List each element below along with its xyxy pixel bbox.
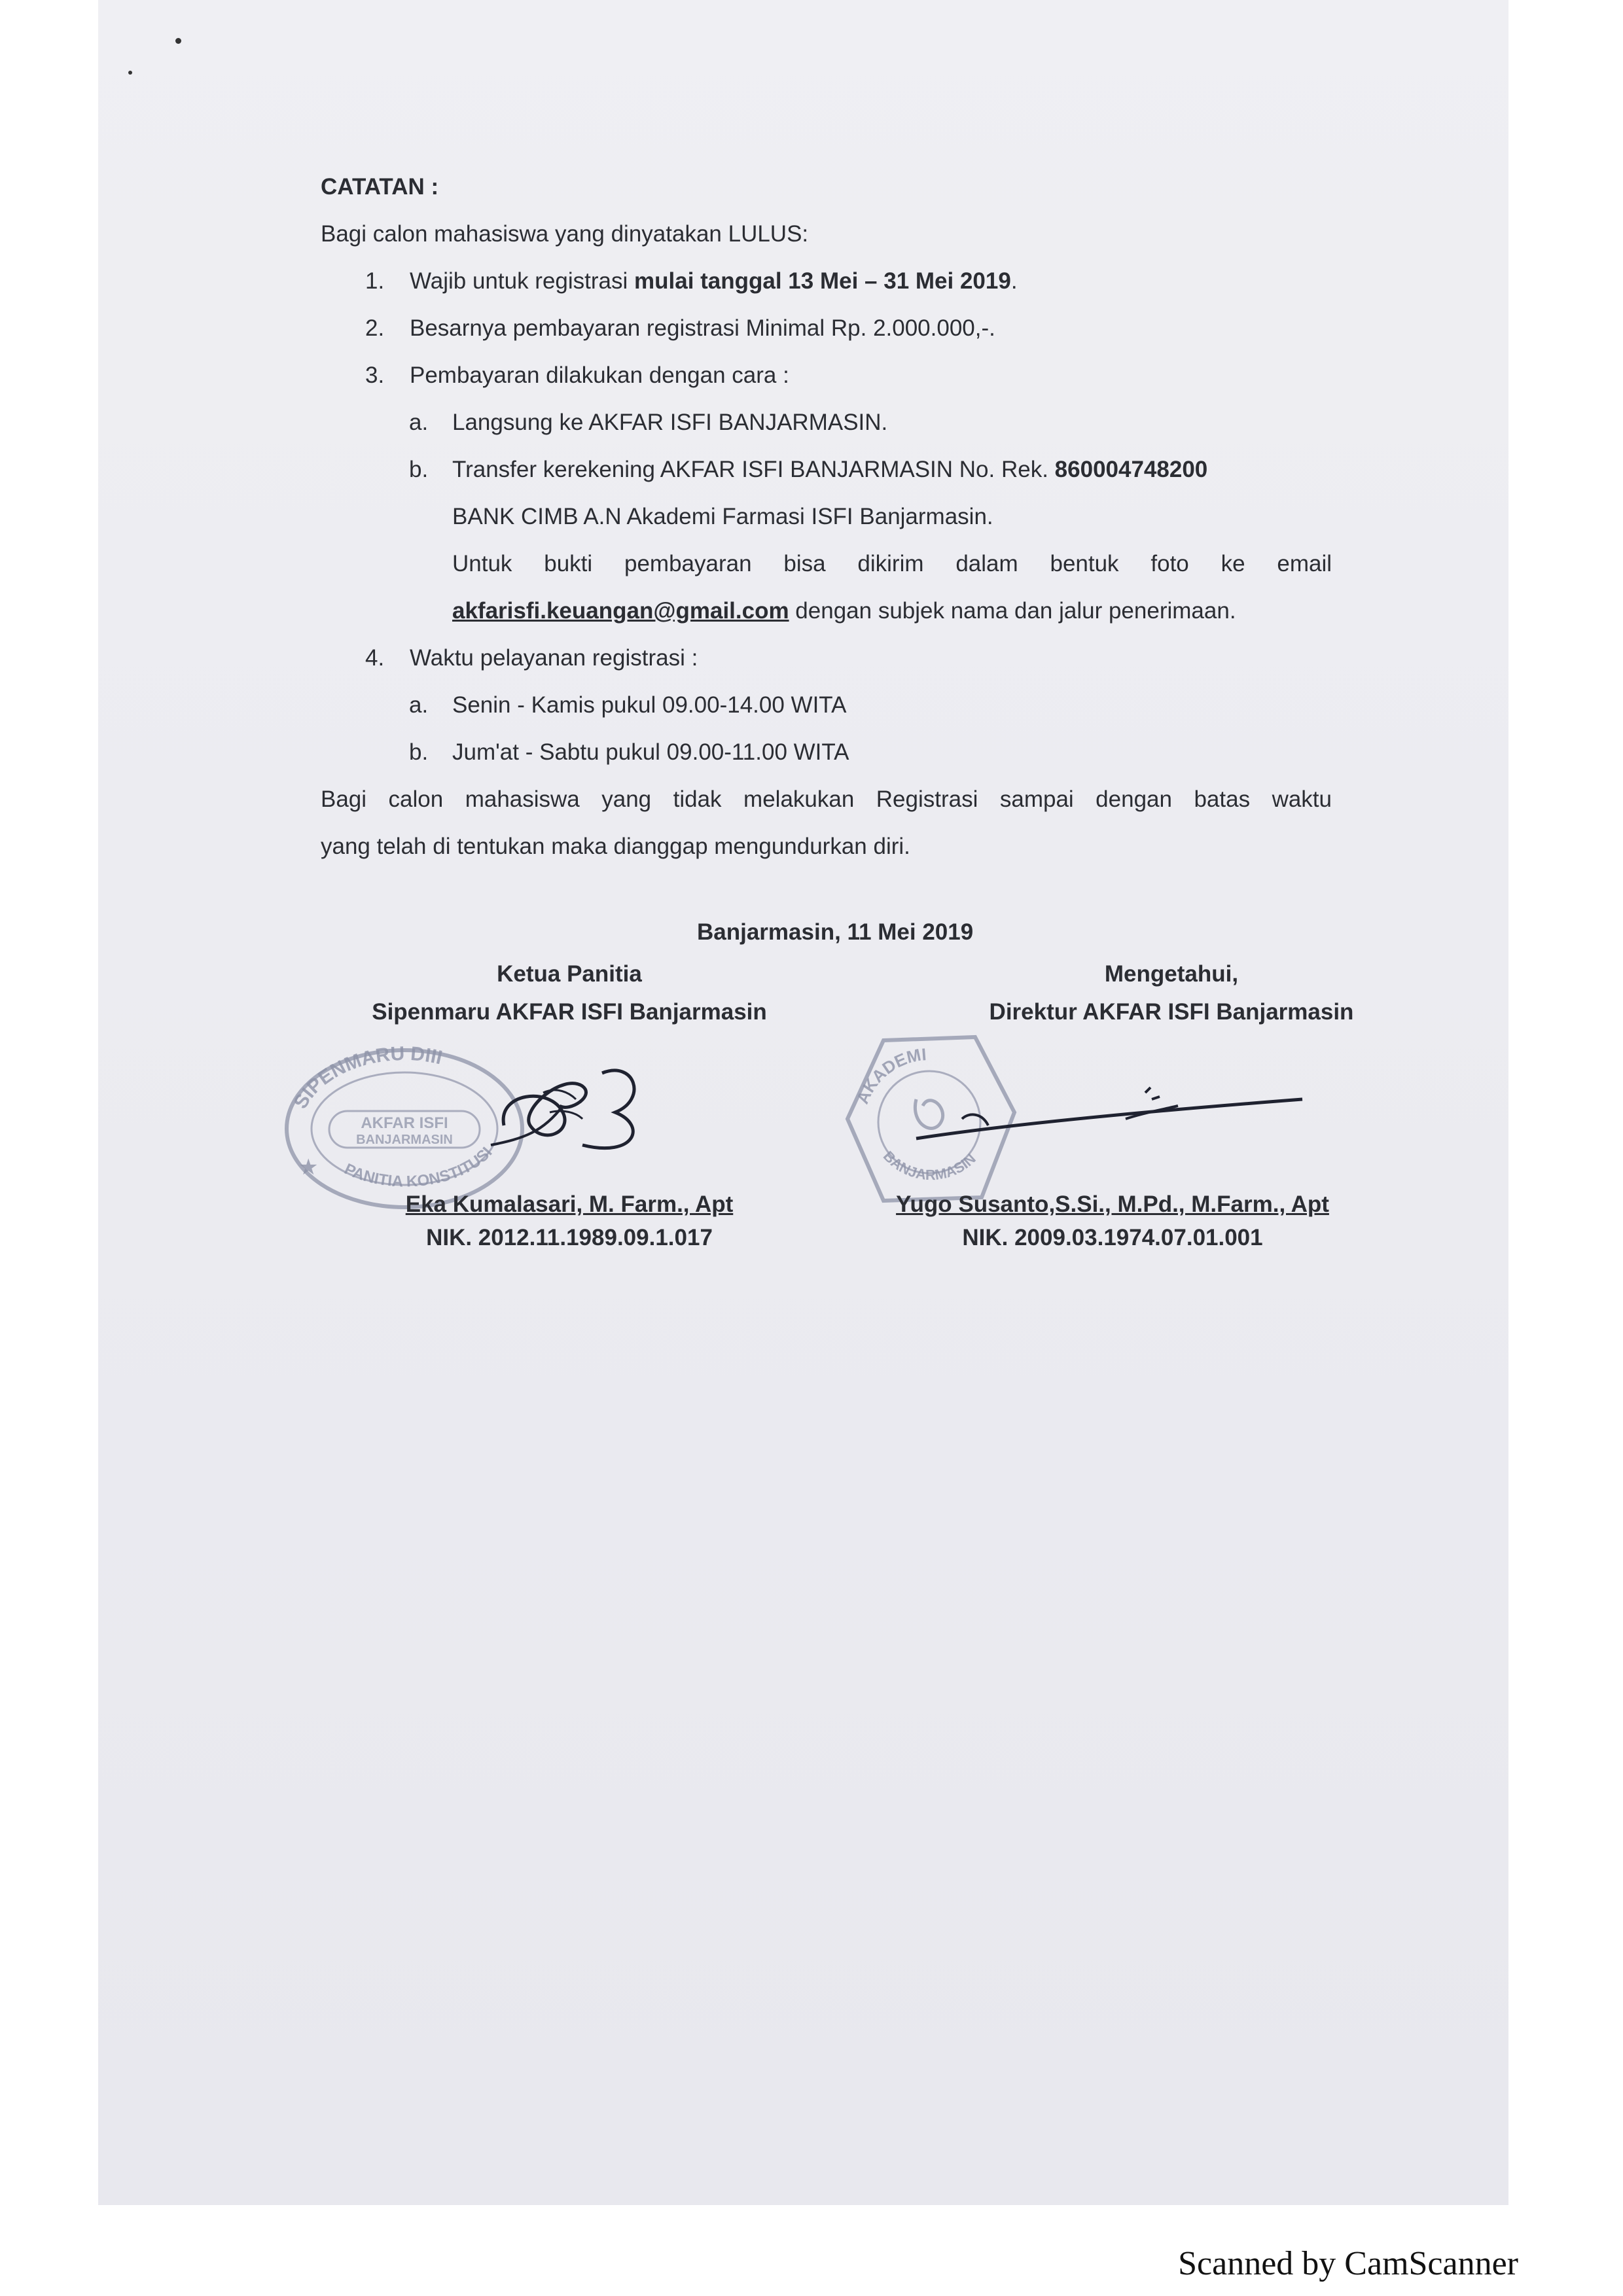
left-signer-nik: NIK. 2012.11.1989.09.1.017 (426, 1225, 713, 1250)
service-hours-b: b. Jum'at - Sabtu pukul 09.00-11.00 WITA (409, 739, 849, 765)
scan-speck (128, 71, 132, 75)
right-org: Direktur AKFAR ISFI Banjarmasin (989, 999, 1354, 1025)
list-item-4: 4. Waktu pelayanan registrasi : (365, 645, 698, 671)
right-signer (838, 1186, 1387, 1252)
svg-text:PANITIA KONSTITUSI (342, 1144, 496, 1191)
payment-proof-line: Untuk bukti pembayaran bisa dikirim dalam bentuk foto ke email (452, 551, 1332, 576)
stamp-bottom-text: BANJARMASIN (880, 1148, 979, 1184)
right-signer-nik: NIK. 2009.03.1974.07.01.001 (962, 1225, 1263, 1250)
right-role: Mengetahui, (1104, 961, 1239, 987)
payment-option-b: b. Transfer kerekening AKFAR ISFI BANJARMASIN No. Rek. 860004748200 (409, 457, 1208, 482)
payment-option-a: a. Langsung ke AKFAR ISFI BANJARMASIN. (409, 410, 888, 435)
stamp-top-text: AKADEMI (852, 1044, 927, 1107)
list-item-2: 2. Besarnya pembayaran registrasi Minimal Rp. 2.000.000,-. (365, 315, 995, 341)
service-hours-a: a. Senin - Kamis pukul 09.00-14.00 WITA (409, 692, 847, 718)
left-role: Ketua Panitia (497, 961, 642, 987)
payment-email-line: akfarisfi.keuangan@gmail.com dengan subjek nama dan jalur penerimaan. (452, 598, 1236, 624)
right-signature-block (877, 955, 1466, 1031)
closing-line-2: yang telah di tentukan maka dianggap mengundurkan diri. (321, 834, 910, 859)
list-item-3: 3. Pembayaran dilakukan dengan cara : (365, 362, 789, 388)
left-signature-block (308, 955, 831, 1031)
scan-speck (175, 38, 181, 44)
list-item-1: 1. Wajib untuk registrasi mulai tanggal 13 Mei – 31 Mei 2019. (365, 268, 1018, 294)
svg-text:★: ★ (298, 1155, 319, 1180)
svg-text:BANJARMASIN: BANJARMASIN (356, 1133, 453, 1147)
left-signer (340, 1186, 798, 1252)
note-heading: CATATAN : (321, 174, 439, 200)
email-link[interactable]: akfarisfi.keuangan@gmail.com (452, 598, 789, 624)
stamp-bottom-text: PANITIA KONSTITUSI (341, 1144, 496, 1191)
note-intro: Bagi calon mahasiswa yang dinyatakan LULUS: (321, 221, 809, 247)
closing-line-1: Bagi calon mahasiswa yang tidak melakukan Registrasi sampai dengan batas waktu (321, 786, 1332, 812)
right-signature-icon (903, 1073, 1322, 1145)
svg-text:AKFAR ISFI: AKFAR ISFI (361, 1114, 448, 1132)
account-number: 860004748200 (1054, 457, 1208, 482)
stamp-top-text: SIPENMARU DIII (289, 1042, 444, 1113)
svg-text:BANJARMASIN (880, 1148, 979, 1183)
scanner-watermark: Scanned by CamScanner (1178, 2245, 1518, 2282)
left-org: Sipenmaru AKFAR ISFI Banjarmasin (372, 999, 767, 1025)
right-signer-name: Yugo Susanto,S.Si., M.Pd., M.Farm., Apt (896, 1192, 1329, 1217)
place-date: Banjarmasin, 11 Mei 2019 (697, 919, 974, 945)
payment-bank-line: BANK CIMB A.N Akademi Farmasi ISFI Banjarmasin. (452, 504, 993, 529)
left-signature-icon (484, 1047, 654, 1171)
left-signer-name: Eka Kumalasari, M. Farm., Apt (405, 1192, 734, 1217)
